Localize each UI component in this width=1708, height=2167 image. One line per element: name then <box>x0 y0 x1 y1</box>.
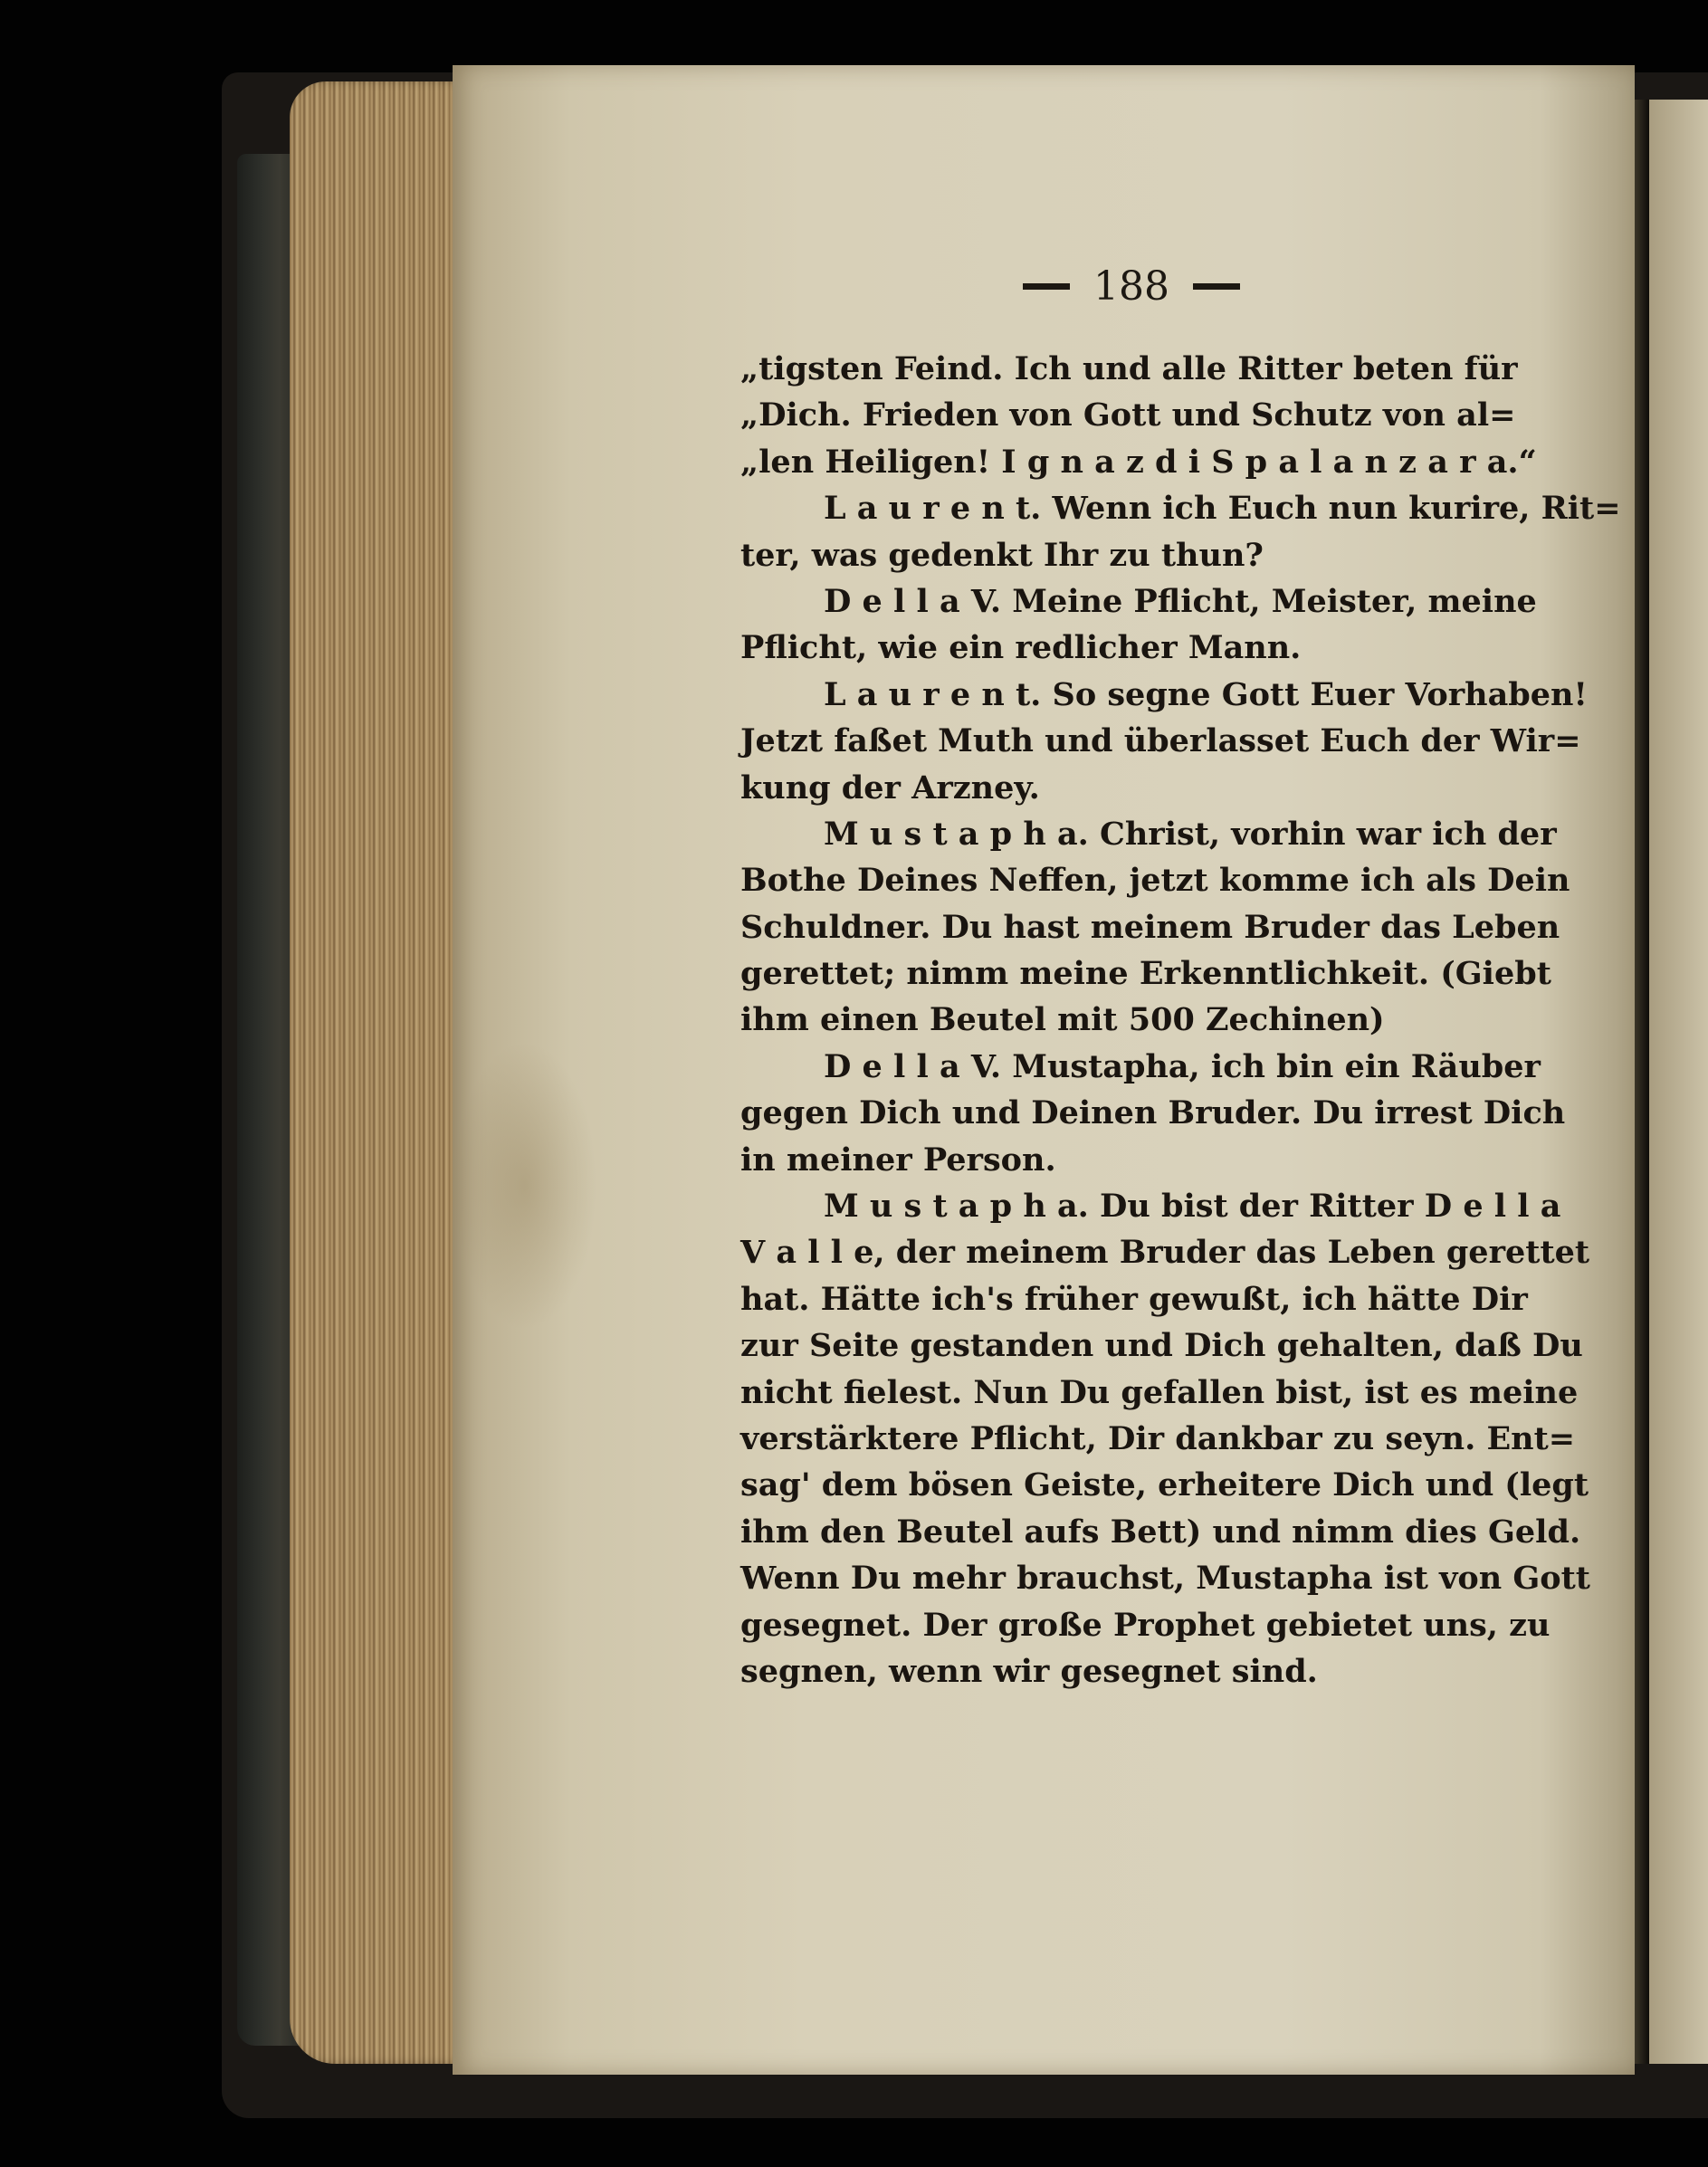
text-line: M u s t a p h a. Christ, vorhin war ich der <box>824 815 1557 853</box>
text-line: M u s t a p h a. Du bist der Ritter D e l l a <box>824 1188 1561 1226</box>
text-line: hat. Hätte ich's früher gewußt, ich hätte Dir <box>740 1280 1528 1318</box>
text-line: „Dich. Frieden von Gott und Schutz von al= <box>740 396 1516 434</box>
text-line: verstärktere Pflicht, Dir dankbar zu seyn. Ent= <box>740 1419 1576 1457</box>
header-dash-right <box>1193 283 1240 290</box>
text-line: L a u r e n t. So segne Gott Euer Vorhaben! <box>824 675 1588 713</box>
facing-page-edge <box>1649 100 1708 2064</box>
book-gutter <box>1635 100 1649 2064</box>
text-line: „len Heiligen! I g n a z d i S p a l a n z a r a.“ <box>740 443 1537 481</box>
header-dash-left <box>1023 283 1070 290</box>
text-line: Wenn Du mehr brauchst, Mustapha ist von Gott <box>740 1560 1590 1598</box>
text-line: sag' dem bösen Geiste, erheitere Dich und (legt <box>740 1466 1589 1504</box>
text-line: in meiner Person. <box>740 1141 1056 1179</box>
text-line: ter, was gedenkt Ihr zu thun? <box>740 536 1264 574</box>
text-line: Jetzt faßet Muth und überlasset Euch der Wir= <box>740 722 1581 760</box>
text-line: gerettet; nimm meine Erkenntlichkeit. (Giebt <box>740 955 1551 993</box>
text-line: kung der Arzney. <box>740 768 1040 807</box>
text-line: D e l l a V. Mustapha, ich bin ein Räuber <box>824 1047 1541 1085</box>
text-line: gegen Dich und Deinen Bruder. Du irrest Dich <box>740 1094 1566 1132</box>
text-line: Bothe Deines Neffen, jetzt komme ich als Dein <box>740 862 1570 900</box>
text-line: ihm einen Beutel mit 500 Zechinen) <box>740 1001 1385 1039</box>
text-line: „tigsten Feind. Ich und alle Ritter beten für <box>740 350 1518 387</box>
page-header <box>996 259 1267 313</box>
text-line: D e l l a V. Meine Pflicht, Meister, meine <box>824 582 1537 620</box>
page-number: 188 <box>1093 263 1169 310</box>
text-line: Pflicht, wie ein redlicher Mann. <box>740 629 1302 667</box>
text-line: ihm den Beutel aufs Bett) und nimm dies Geld. <box>740 1513 1581 1551</box>
text-line: zur Seite gestanden und Dich gehalten, daß Du <box>740 1327 1583 1365</box>
text-line: nicht fielest. Nun Du gefallen bist, ist es meine <box>740 1373 1579 1411</box>
page-edges <box>290 81 471 2064</box>
text-line: segnen, wenn wir gesegnet sind. <box>740 1652 1318 1690</box>
body-text <box>740 346 1621 1694</box>
text-line: L a u r e n t. Wenn ich Euch nun kurire, Rit= <box>824 490 1621 528</box>
page-stain <box>453 1041 597 1331</box>
text-line: gesegnet. Der große Prophet gebietet uns, zu <box>740 1606 1551 1644</box>
text-line: V a l l e, der meinem Bruder das Leben gerettet <box>740 1234 1590 1272</box>
text-line: Schuldner. Du hast meinem Bruder das Leben <box>740 908 1560 946</box>
